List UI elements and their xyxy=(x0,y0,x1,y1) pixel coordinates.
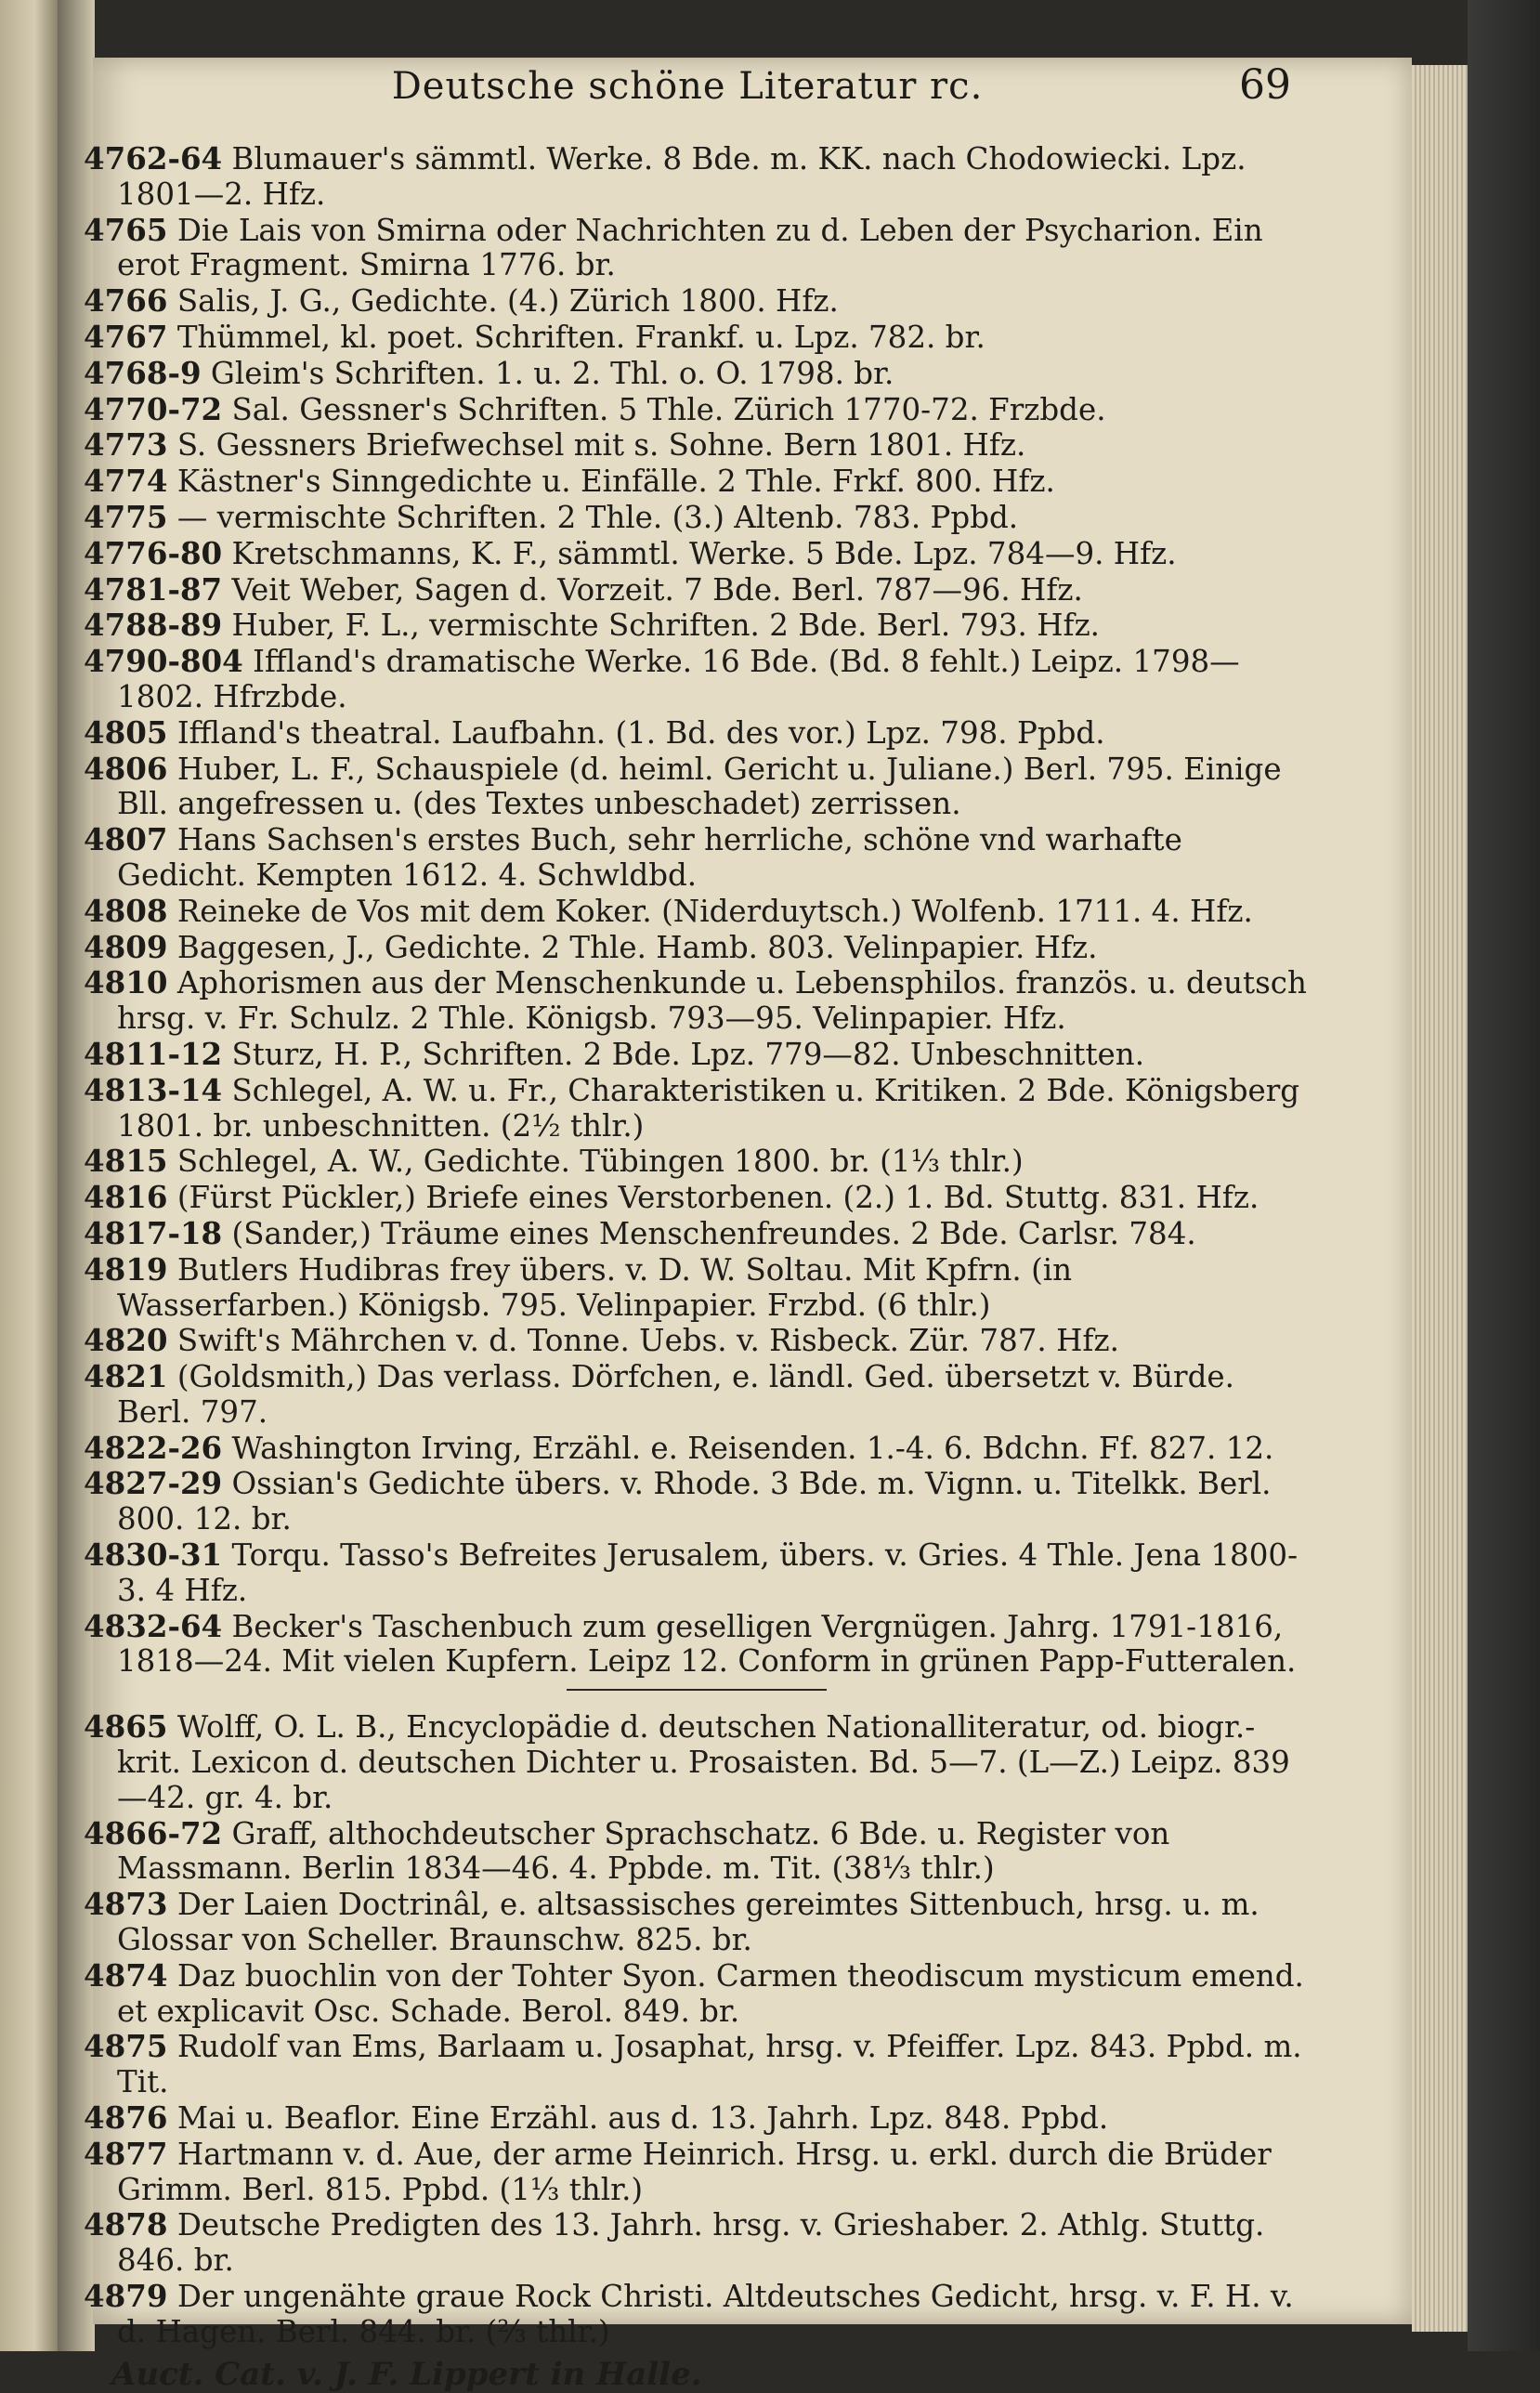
catalog-entry xyxy=(84,1073,1310,1144)
catalog-entry xyxy=(84,1252,1310,1324)
catalog-entry xyxy=(84,213,1310,284)
entry-text: Schlegel, A. W., Gedichte. Tübingen 1800. br. (1⅓ thlr.) xyxy=(176,1144,1024,1180)
catalog-entry xyxy=(84,1816,1310,1888)
running-head: Deutsche schöne Literatur rc. xyxy=(391,65,984,108)
entry-number: 4805 xyxy=(84,713,168,751)
left-page-edge xyxy=(0,0,58,2351)
entry-number: 4811-12 xyxy=(84,1035,223,1072)
entry-number: 4806 xyxy=(84,750,168,787)
entry-number: 4773 xyxy=(84,426,168,464)
catalog-entry xyxy=(84,572,1310,608)
entry-text: Sal. Gessner's Schriften. 5 Thle. Zürich 1770-72. Frzbde. xyxy=(231,391,1106,427)
catalog-entry xyxy=(84,1144,1310,1180)
entry-text: Hartmann v. d. Aue, der arme Heinrich. Hrsg. u. erkl. durch die Brüder Grimm. Berl. 815. Ppbd. (1⅓ thlr.) xyxy=(117,2136,1272,2207)
entry-number: 4815 xyxy=(84,1143,168,1180)
entry-text: Der Laien Doctrinâl, e. altsassisches gereimtes Sittenbuch, hrsg. u. m. Glossar von Scheller. Braunschw. 825. br. xyxy=(117,1887,1259,1958)
catalog-entry xyxy=(84,1709,1310,1815)
catalog-entry xyxy=(84,2207,1310,2279)
entry-number: 4766 xyxy=(84,282,168,320)
entry-number: 4762-64 xyxy=(84,140,223,177)
catalog-entry xyxy=(84,930,1310,966)
page-number: 69 xyxy=(1239,61,1291,109)
entry-number: 4768-9 xyxy=(84,354,202,391)
entry-text: Huber, F. L., vermischte Schriften. 2 Bde. Berl. 793. Hfz. xyxy=(231,608,1101,644)
catalog-entry xyxy=(84,392,1310,428)
entry-number: 4821 xyxy=(84,1358,168,1395)
entry-text: Swift's Mährchen v. d. Tonne. Uebs. v. Risbeck. Zür. 787. Hfz. xyxy=(176,1323,1119,1359)
entry-text: Wolff, O. L. B., Encyclopädie d. deutschen Nationalliteratur, od. biogr.-krit. Lexicon d. deutschen Dichter u. Prosaisten. Bd. 5—7. (L—Z.) Leipz. 839—42. gr. 4. br. xyxy=(117,1709,1290,1815)
catalog-entry xyxy=(84,500,1310,536)
entry-number: 4775 xyxy=(84,498,168,535)
catalog-entry xyxy=(84,1323,1310,1359)
catalog-entry xyxy=(84,1216,1310,1252)
catalog-entry xyxy=(84,1537,1310,1609)
entry-number: 4878 xyxy=(84,2206,168,2243)
catalog-entry xyxy=(84,608,1310,644)
catalog-entry xyxy=(84,464,1310,500)
entry-number: 4820 xyxy=(84,1322,168,1359)
entry-text: Sturz, H. P., Schriften. 2 Bde. Lpz. 779—82. Unbeschnitten. xyxy=(231,1036,1145,1072)
entry-number: 4810 xyxy=(84,964,168,1001)
catalog-entry xyxy=(84,283,1310,320)
entry-text: Blumauer's sämmtl. Werke. 8 Bde. m. KK. nach Chodowiecki. Lpz. 1801—2. Hfz. xyxy=(117,141,1246,212)
catalog-entry xyxy=(84,965,1310,1037)
catalog-entry xyxy=(84,356,1310,392)
entry-text: Thümmel, kl. poet. Schriften. Frankf. u. Lpz. 782. br. xyxy=(176,319,985,355)
entry-number: 4813-14 xyxy=(84,1071,223,1108)
entry-number: 4866-72 xyxy=(84,1814,223,1851)
entry-text: Die Lais von Smirna oder Nachrichten zu d. Leben der Psycharion. Ein erot Fragment. Smirna 1776. br. xyxy=(117,212,1263,283)
entry-number: 4807 xyxy=(84,821,168,858)
entry-number: 4767 xyxy=(84,318,168,355)
entry-number: 4765 xyxy=(84,211,168,248)
entry-text: Daz buochlin von der Tohter Syon. Carmen theodiscum mysticum emend. et explicavit Osc. Schade. Berol. 849. br. xyxy=(117,1957,1304,2029)
entry-number: 4781-87 xyxy=(84,570,223,608)
catalog-entry xyxy=(84,822,1310,894)
catalog-entry xyxy=(84,536,1310,572)
entry-text: Schlegel, A. W. u. Fr., Charakteristiken u. Kritiken. 2 Bde. Königsberg 1801. br. unbeschnitten. (2½ thlr.) xyxy=(117,1072,1300,1144)
catalog-entry xyxy=(84,2279,1310,2350)
catalog-entry xyxy=(84,1180,1310,1216)
entry-number: 4788-89 xyxy=(84,607,223,644)
entry-text: Iffland's dramatische Werke. 16 Bde. (Bd. 8 fehlt.) Leipz. 1798—1802. Hfrzbde. xyxy=(117,644,1240,714)
entry-text: Reineke de Vos mit dem Koker. (Niderduytsch.) Wolfenb. 1711. 4. Hfz. xyxy=(176,893,1253,929)
entry-text: Baggesen, J., Gedichte. 2 Thle. Hamb. 803. Velinpapier. Hfz. xyxy=(176,929,1098,965)
entry-text: Veit Weber, Sagen d. Vorzeit. 7 Bde. Berl. 787—96. Hfz. xyxy=(231,571,1083,608)
catalog-entry xyxy=(84,1359,1310,1431)
catalog-entry xyxy=(84,1958,1310,2030)
entry-text: — vermischte Schriften. 2 Thle. (3.) Altenb. 783. Ppbd. xyxy=(176,499,1019,535)
entry-list-bottom xyxy=(84,1709,1310,2349)
entry-text: S. Gessners Briefwechsel mit s. Sohne. Bern 1801. Hfz. xyxy=(176,427,1026,464)
catalog-entry xyxy=(84,752,1310,823)
entry-text: Washington Irving, Erzähl. e. Reisenden. 1.-4. 6. Bdchn. Ff. 827. 12. xyxy=(231,1430,1274,1466)
entry-number: 4822-26 xyxy=(84,1429,223,1466)
catalog-entry xyxy=(84,141,1310,213)
catalog-entry xyxy=(84,1466,1310,1537)
entry-number: 4830-31 xyxy=(84,1536,223,1574)
entry-text: Butlers Hudibras frey übers. v. D. W. Soltau. Mit Kpfrn. (in Wasserfarben.) Königsb. 795. Velinpapier. Frzbd. (6 thlr.) xyxy=(117,1251,1073,1323)
entry-text: Salis, J. G., Gedichte. (4.) Zürich 1800. Hfz. xyxy=(176,283,839,320)
catalog-entry xyxy=(84,320,1310,356)
entry-number: 4877 xyxy=(84,2135,168,2172)
entry-number: 4808 xyxy=(84,892,168,929)
entry-text: Huber, L. F., Schauspiele (d. heiml. Gericht u. Juliane.) Berl. 795. Einige Bll. angefressen u. (des Textes unbeschadet) zerrissen. xyxy=(117,751,1282,822)
entry-text: Deutsche Predigten des 13. Jahrh. hrsg. v. Grieshaber. 2. Athlg. Stuttg. 846. br. xyxy=(117,2207,1265,2279)
entry-text: Ossian's Gedichte übers. v. Rhode. 3 Bde. m. Vignn. u. Titelkk. Berl. 800. 12. br. xyxy=(117,1466,1272,1537)
catalog-entry xyxy=(84,894,1310,930)
entry-text: Gleim's Schriften. 1. u. 2. Thl. o. O. 1798. br. xyxy=(210,355,894,391)
entry-text: Becker's Taschenbuch zum geselligen Vergnügen. Jahrg. 1791-1816, 1818—24. Mit vielen Kupfern. Leipz 12. Conform in grünen Papp-Futteralen. xyxy=(117,1608,1297,1680)
entry-text: Aphorismen aus der Menschenkunde u. Lebensphilos. französ. u. deutsch hrsg. v. Fr. Schulz. 2 Thle. Königsb. 793—95. Velinpapier. Hfz. xyxy=(117,965,1307,1037)
entry-number: 4770-72 xyxy=(84,390,223,427)
entry-number: 4816 xyxy=(84,1179,168,1216)
entry-number: 4832-64 xyxy=(84,1607,223,1644)
section-rule xyxy=(567,1689,827,1691)
entry-number: 4776-80 xyxy=(84,534,223,571)
catalog-entry xyxy=(84,1431,1310,1467)
entry-text: Rudolf van Ems, Barlaam u. Josaphat, hrsg. v. Pfeiffer. Lpz. 843. Ppbd. m. Tit. xyxy=(117,2029,1302,2100)
catalog-entry xyxy=(84,2100,1310,2137)
entry-text: (Fürst Pückler,) Briefe eines Verstorbenen. (2.) 1. Bd. Stuttg. 831. Hfz. xyxy=(176,1180,1259,1216)
entry-number: 4774 xyxy=(84,463,168,500)
entry-text: (Goldsmith,) Das verlass. Dörfchen, e. ländl. Ged. übersetzt v. Bürde. Berl. 797. xyxy=(117,1359,1234,1430)
catalog-entry xyxy=(84,1887,1310,1958)
catalog-footer: Auct. Cat. v. J. F. Lippert in Halle. xyxy=(111,2355,702,2393)
entry-text: Kästner's Sinngedichte u. Einfälle. 2 Thle. Frkf. 800. Hfz. xyxy=(176,464,1055,500)
entry-text: Iffland's theatral. Laufbahn. (1. Bd. des vor.) Lpz. 798. Ppbd. xyxy=(176,714,1105,751)
entry-number: 4827-29 xyxy=(84,1465,223,1502)
catalog-entry xyxy=(84,1609,1310,1680)
entry-text: Der ungenähte graue Rock Christi. Altdeutsches Gedicht, hrsg. v. F. H. v. d. Hagen. Berl. 844. br. (⅔ thlr.) xyxy=(117,2279,1294,2349)
catalog-entry xyxy=(84,715,1310,752)
catalog-entries xyxy=(84,141,1310,2393)
entry-text: Torqu. Tasso's Befreites Jerusalem, übers. v. Gries. 4 Thle. Jena 1800-3. 4 Hfz. xyxy=(117,1537,1299,1608)
entry-number: 4879 xyxy=(84,2278,168,2315)
entry-list-top xyxy=(84,141,1310,1680)
page-header xyxy=(84,61,1291,121)
entry-number: 4819 xyxy=(84,1250,168,1288)
entry-text: Kretschmanns, K. F., sämmtl. Werke. 5 Bde. Lpz. 784—9. Hfz. xyxy=(231,535,1177,571)
catalog-entry xyxy=(84,2029,1310,2100)
entry-text: Graff, althochdeutscher Sprachschatz. 6 Bde. u. Register von Massmann. Berlin 1834—46. 4. Ppbde. m. Tit. (38⅓ thlr.) xyxy=(117,1815,1170,1887)
catalog-entry xyxy=(84,644,1310,715)
entry-number: 4865 xyxy=(84,1708,168,1746)
entry-number: 4874 xyxy=(84,1956,168,1994)
entry-number: 4875 xyxy=(84,2028,168,2065)
catalog-entry xyxy=(84,2137,1310,2208)
page-edges xyxy=(1412,65,1468,2332)
entry-number: 4790-804 xyxy=(84,643,243,680)
entry-number: 4873 xyxy=(84,1886,168,1923)
entry-number: 4876 xyxy=(84,2099,168,2137)
catalog-entry xyxy=(84,1037,1310,1073)
entry-text: Mai u. Beaflor. Eine Erzähl. aus d. 13. Jahrh. Lpz. 848. Ppbd. xyxy=(176,2100,1109,2137)
entry-number: 4817-18 xyxy=(84,1214,223,1251)
catalog-entry xyxy=(84,427,1310,464)
entry-text: Hans Sachsen's erstes Buch, sehr herrliche, schöne vnd warhafte Gedicht. Kempten 1612. 4. Schwldbd. xyxy=(117,822,1182,893)
entry-text: (Sander,) Träume eines Menschenfreundes. 2 Bde. Carlsr. 784. xyxy=(231,1215,1196,1251)
entry-number: 4809 xyxy=(84,928,168,965)
book-spine xyxy=(1468,0,1540,2351)
